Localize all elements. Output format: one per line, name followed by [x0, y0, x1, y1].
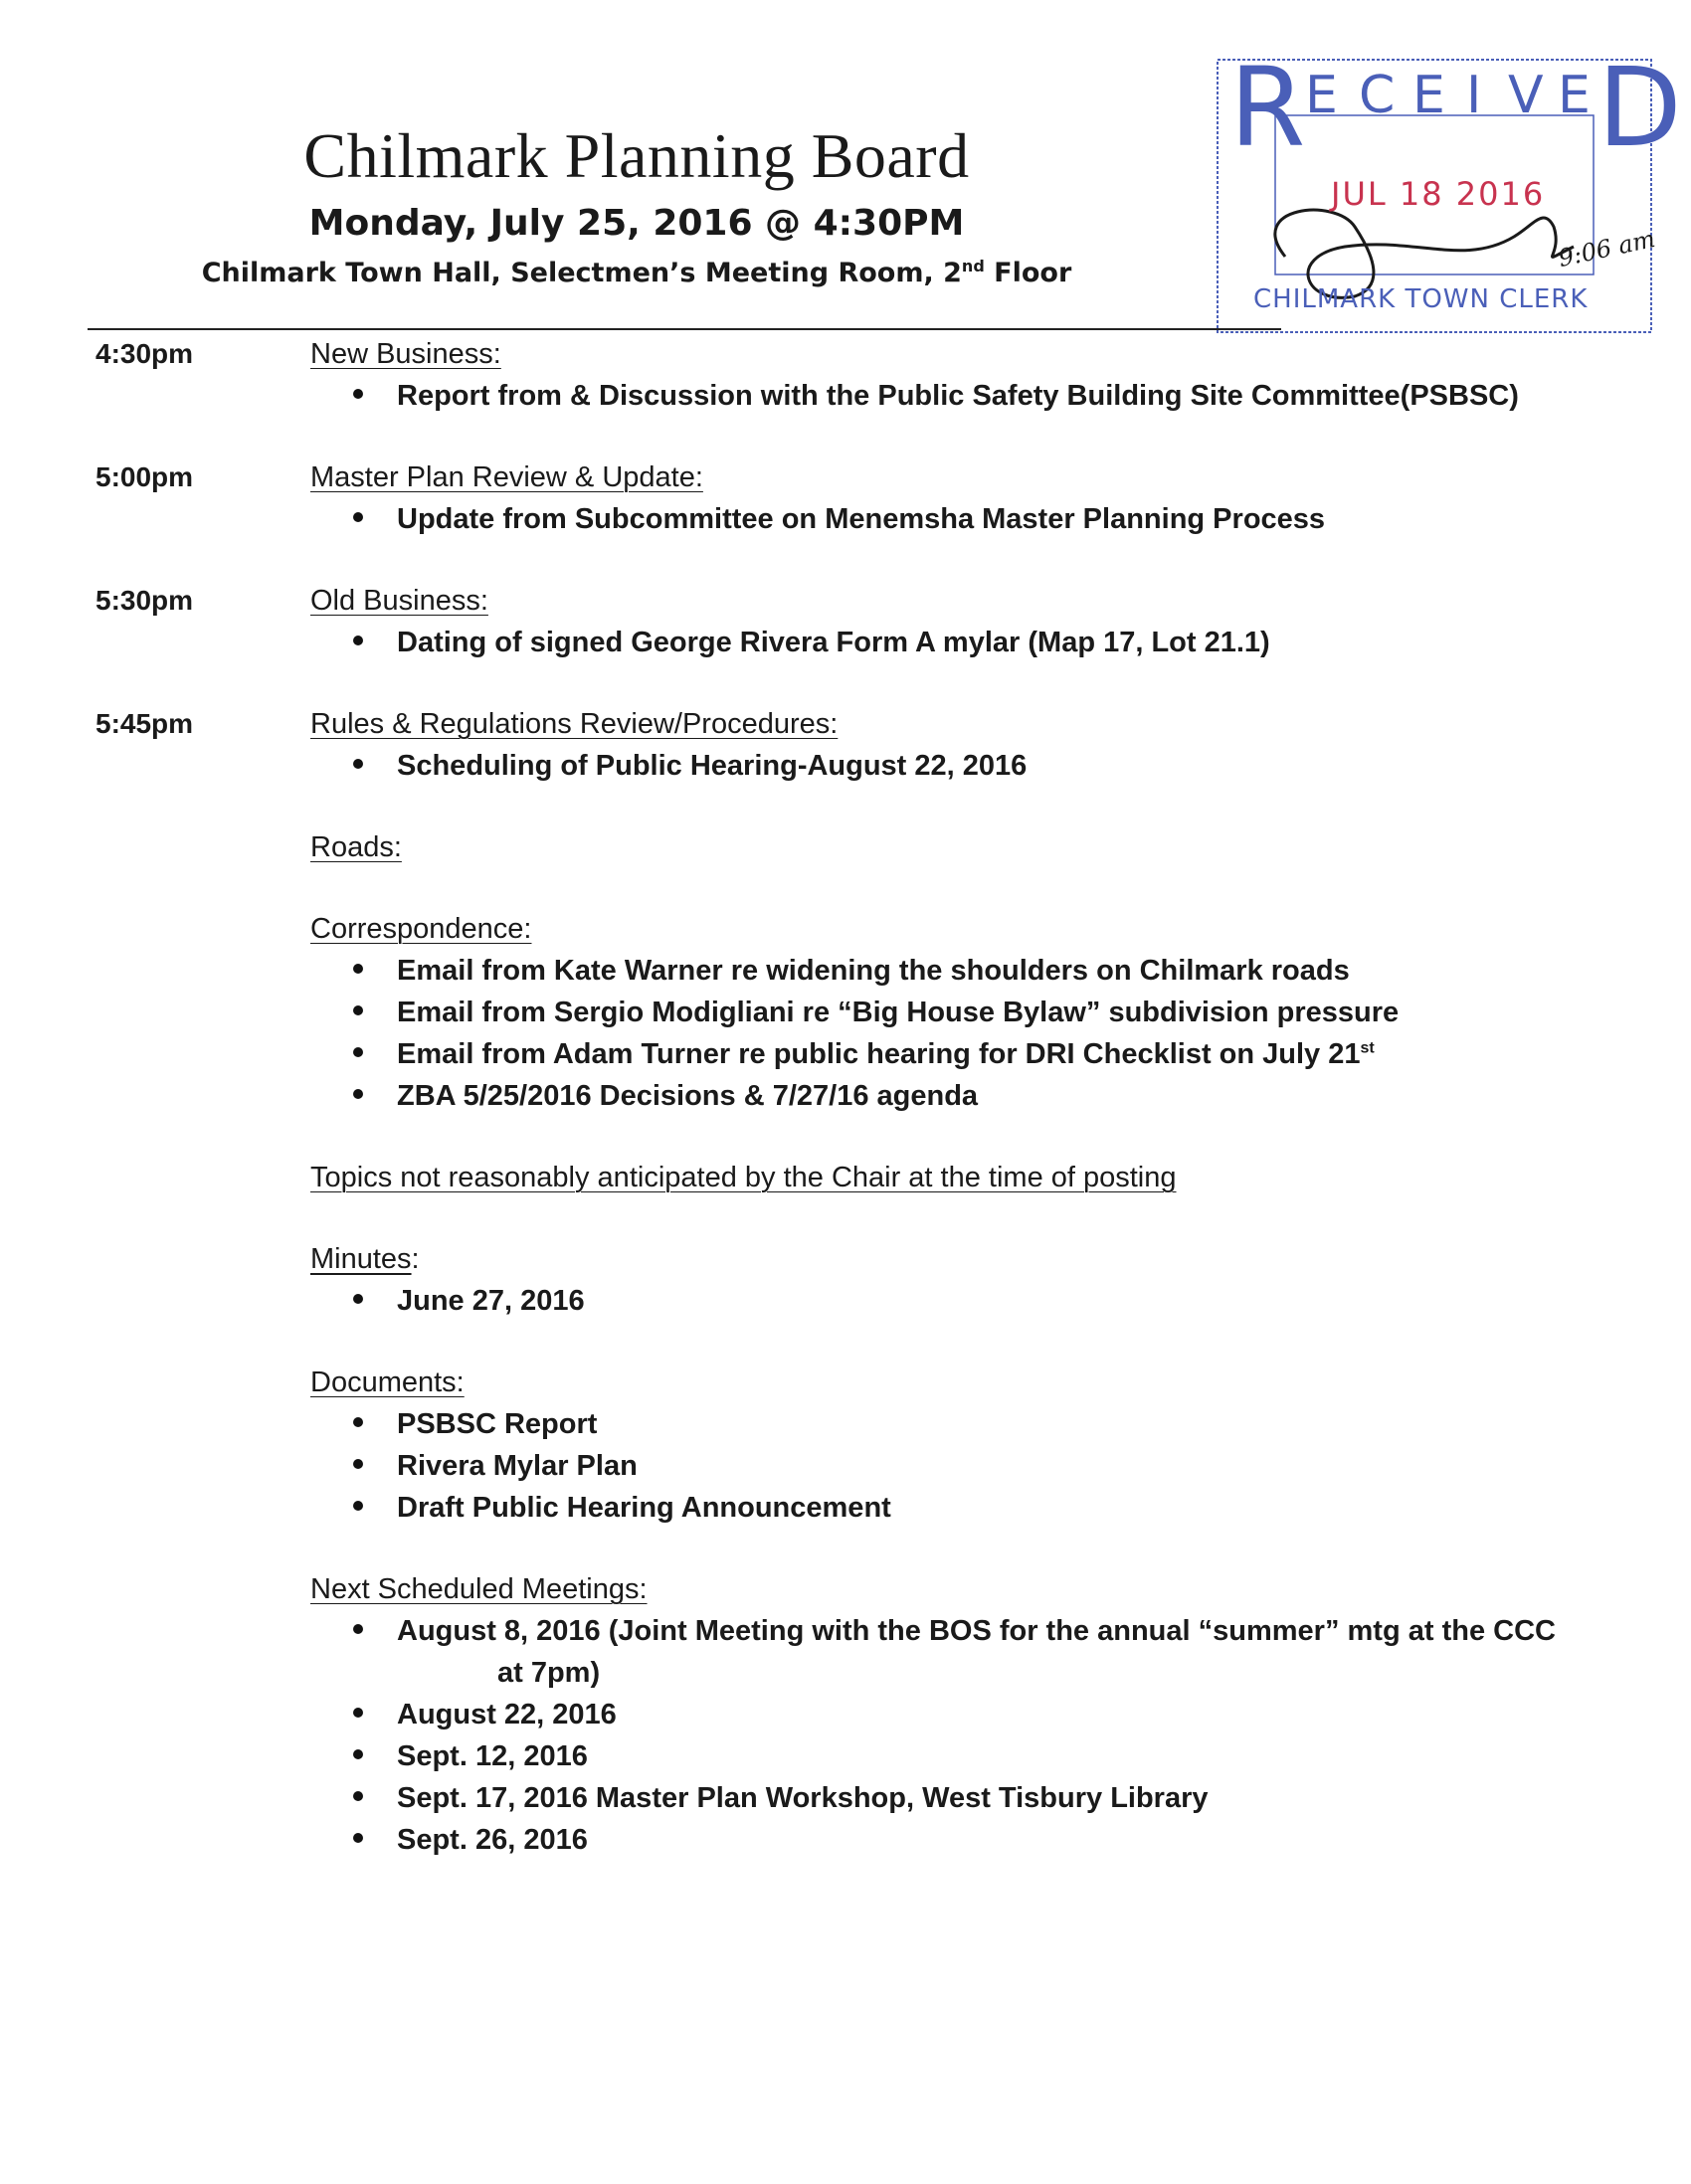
bullet-icon	[353, 389, 363, 399]
list-item	[353, 1450, 638, 1483]
bullet-icon	[353, 1624, 363, 1634]
stamp-letter-r: R	[1229, 44, 1306, 171]
list-item	[353, 1038, 1375, 1071]
item-text: Email from Kate Warner re widening the shoulders on Chilmark roads	[397, 955, 1350, 987]
list-item	[353, 1492, 891, 1525]
time-5-30: 5:30pm	[95, 585, 194, 616]
meeting-date: Monday, July 25, 2016 @ 4:30PM	[308, 203, 965, 244]
item-text: Email from Sergio Modigliani re “Big House Bylaw” subdivision pressure	[397, 997, 1400, 1028]
item-text: Email from Adam Turner re public hearing for DRI Checklist on July 21	[397, 1038, 1361, 1070]
location-text: Chilmark Town Hall, Selectmen’s Meeting Room, 2	[201, 258, 962, 288]
bullet-icon	[353, 1791, 363, 1801]
section-correspondence: Correspondence:	[310, 913, 532, 945]
item-text: PSBSC Report	[397, 1408, 598, 1440]
section-new-business: New Business:	[310, 338, 501, 370]
bullet-icon	[353, 1501, 363, 1511]
item-text: June 27, 2016	[397, 1285, 585, 1317]
list-item	[353, 1285, 585, 1318]
bullet-icon	[353, 1294, 363, 1304]
list-item	[353, 1824, 588, 1857]
bullet-icon	[353, 636, 363, 645]
stamp-clerk: CHILMARK TOWN CLERK	[1253, 284, 1589, 314]
stamp-date: JUL 18 2016	[1331, 175, 1546, 213]
section-documents: Documents:	[310, 1366, 465, 1398]
item-text: Sept. 26, 2016	[397, 1824, 588, 1856]
stamp-letter-e3: E	[1558, 66, 1591, 125]
item-text: Draft Public Hearing Announcement	[397, 1492, 891, 1524]
stamp-letter-i: I	[1466, 66, 1482, 125]
list-item	[353, 1699, 617, 1731]
bullet-icon	[353, 512, 363, 522]
section-topics: Topics not reasonably anticipated by the Chair at the time of posting	[310, 1162, 1177, 1193]
time-5-45: 5:45pm	[95, 708, 194, 739]
minutes-colon: :	[411, 1243, 420, 1275]
item-text: Scheduling of Public Hearing-August 22, 2016	[397, 750, 1028, 782]
list-item	[353, 1615, 1556, 1648]
item-text: Report from & Discussion with the Public Safety Building Site Committee(PSBSC)	[397, 380, 1519, 412]
bullet-icon	[353, 1047, 363, 1057]
list-item	[353, 380, 1519, 413]
bullet-icon	[353, 759, 363, 769]
bullet-icon	[353, 1708, 363, 1718]
bullet-icon	[353, 1459, 363, 1469]
bullet-icon	[353, 964, 363, 974]
item-text: Update from Subcommittee on Menemsha Master Planning Process	[397, 503, 1326, 535]
bullet-icon	[353, 1833, 363, 1843]
item-text: Rivera Mylar Plan	[397, 1450, 638, 1482]
bullet-icon	[353, 1417, 363, 1427]
stamp-letter-d: D	[1597, 44, 1682, 171]
item-continuation: at 7pm)	[497, 1657, 601, 1689]
section-master-plan: Master Plan Review & Update:	[310, 461, 703, 493]
stamp-letter-e1: E	[1305, 66, 1338, 125]
page-title: Chilmark Planning Board	[303, 120, 970, 191]
minutes-heading: Minutes	[310, 1243, 412, 1275]
stamp-letter-c: C	[1359, 66, 1396, 125]
section-meetings: Next Scheduled Meetings:	[310, 1573, 648, 1605]
bullet-icon	[353, 1749, 363, 1759]
time-5-00: 5:00pm	[95, 461, 194, 492]
list-item	[353, 750, 1027, 783]
section-roads: Roads:	[310, 831, 402, 863]
item-text: Sept. 17, 2016 Master Plan Workshop, West Tisbury Library	[397, 1782, 1209, 1814]
item-text: August 22, 2016	[397, 1699, 617, 1730]
list-item	[353, 1408, 597, 1441]
item-text: August 8, 2016 (Joint Meeting with the BOS for the annual “summer” mtg at the CCC	[397, 1615, 1556, 1647]
stamp-letter-v: V	[1508, 66, 1544, 125]
bullet-icon	[353, 1089, 363, 1099]
item-text: Sept. 12, 2016	[397, 1740, 588, 1772]
bullet-icon	[353, 1005, 363, 1015]
stamp-letter-e2: E	[1412, 66, 1445, 125]
time-4-30: 4:30pm	[95, 338, 194, 369]
section-minutes	[310, 1243, 420, 1276]
item-sup: st	[1360, 1039, 1375, 1057]
list-item	[353, 503, 1325, 536]
item-text: ZBA 5/25/2016 Decisions & 7/27/16 agenda	[397, 1080, 979, 1112]
list-item	[353, 997, 1399, 1029]
stamp-time: 9:06 am	[1556, 225, 1658, 273]
list-item	[353, 1080, 978, 1113]
list-item	[353, 955, 1350, 988]
section-rules: Rules & Regulations Review/Procedures:	[310, 708, 839, 740]
item-text: Dating of signed George Rivera Form A mylar (Map 17, Lot 21.1)	[397, 627, 1270, 658]
list-item	[353, 1782, 1209, 1815]
section-old-business: Old Business:	[310, 585, 488, 617]
list-item	[353, 627, 1270, 659]
list-item	[353, 1740, 588, 1773]
location-sup: nd	[961, 257, 985, 275]
location-end: Floor	[984, 258, 1072, 288]
